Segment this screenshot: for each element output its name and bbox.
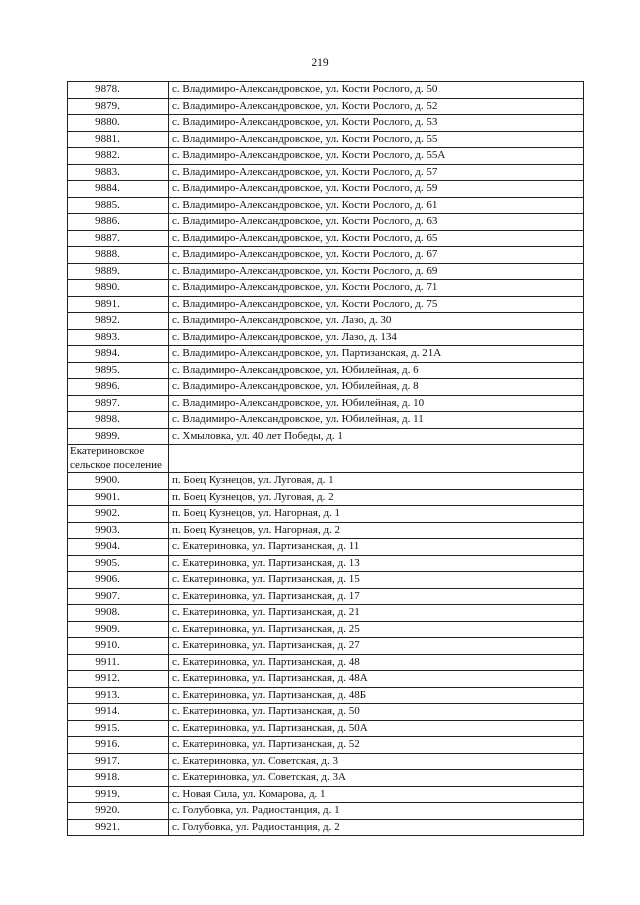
row-address: с. Владимиро-Александровское, ул. Юбилейная, д. 11 — [169, 412, 584, 429]
row-address: п. Боец Кузнецов, ул. Луговая, д. 1 — [169, 473, 584, 490]
table-row — [68, 379, 584, 396]
table-section-b — [68, 473, 584, 836]
table-row — [68, 428, 584, 445]
row-number: 9890. — [68, 280, 169, 297]
row-number: 9916. — [68, 737, 169, 754]
row-address: с. Голубовка, ул. Радиостанция, д. 1 — [169, 803, 584, 820]
row-address: с. Екатериновка, ул. Партизанская, д. 50А — [169, 720, 584, 737]
row-address: с. Екатериновка, ул. Партизанская, д. 48А — [169, 671, 584, 688]
row-number: 9891. — [68, 296, 169, 313]
row-address: с. Екатериновка, ул. Советская, д. 3А — [169, 770, 584, 787]
table-row — [68, 148, 584, 165]
row-number: 9901. — [68, 489, 169, 506]
table-row — [68, 362, 584, 379]
row-number: 9917. — [68, 753, 169, 770]
row-number: 9884. — [68, 181, 169, 198]
row-address: с. Екатериновка, ул. Партизанская, д. 11 — [169, 539, 584, 556]
table-row — [68, 654, 584, 671]
table-row — [68, 197, 584, 214]
row-address: с. Екатериновка, ул. Партизанская, д. 25 — [169, 621, 584, 638]
row-number: 9910. — [68, 638, 169, 655]
row-number: 9894. — [68, 346, 169, 363]
table-row — [68, 247, 584, 264]
row-address: с. Екатериновка, ул. Партизанская, д. 13 — [169, 555, 584, 572]
row-number: 9920. — [68, 803, 169, 820]
row-address: с. Владимиро-Александровское, ул. Кости Рослого, д. 57 — [169, 164, 584, 181]
table-row — [68, 296, 584, 313]
row-address: с. Владимиро-Александровское, ул. Юбилейная, д. 8 — [169, 379, 584, 396]
table-row — [68, 395, 584, 412]
row-number: 9912. — [68, 671, 169, 688]
row-number: 9911. — [68, 654, 169, 671]
row-number: 9914. — [68, 704, 169, 721]
table-row — [68, 786, 584, 803]
row-address: с. Владимиро-Александровское, ул. Кости Рослого, д. 63 — [169, 214, 584, 231]
table-row — [68, 737, 584, 754]
row-address: с. Екатериновка, ул. Партизанская, д. 27 — [169, 638, 584, 655]
table-row — [68, 671, 584, 688]
row-number: 9900. — [68, 473, 169, 490]
row-number: 9878. — [68, 82, 169, 99]
row-address: с. Владимиро-Александровское, ул. Кости Рослого, д. 55 — [169, 131, 584, 148]
table-row — [68, 753, 584, 770]
row-address: п. Боец Кузнецов, ул. Луговая, д. 2 — [169, 489, 584, 506]
table-row — [68, 115, 584, 132]
row-number: 9902. — [68, 506, 169, 523]
row-number: 9899. — [68, 428, 169, 445]
row-address: с. Владимиро-Александровское, ул. Кости Рослого, д. 71 — [169, 280, 584, 297]
row-address: п. Боец Кузнецов, ул. Нагорная, д. 2 — [169, 522, 584, 539]
row-number: 9883. — [68, 164, 169, 181]
page-number: 219 — [311, 57, 329, 69]
row-number: 9886. — [68, 214, 169, 231]
row-number: 9893. — [68, 329, 169, 346]
row-number: 9880. — [68, 115, 169, 132]
row-address: с. Владимиро-Александровское, ул. Кости Рослого, д. 69 — [169, 263, 584, 280]
row-address: с. Владимиро-Александровское, ул. Лазо, д. 134 — [169, 329, 584, 346]
row-number: 9881. — [68, 131, 169, 148]
row-number: 9895. — [68, 362, 169, 379]
table-row — [68, 131, 584, 148]
row-number: 9887. — [68, 230, 169, 247]
row-number: 9906. — [68, 572, 169, 589]
table-row — [68, 638, 584, 655]
table-row — [68, 489, 584, 506]
row-number: 9919. — [68, 786, 169, 803]
row-number: 9879. — [68, 98, 169, 115]
table-row — [68, 280, 584, 297]
row-address: с. Владимиро-Александровское, ул. Кости Рослого, д. 52 — [169, 98, 584, 115]
row-address: с. Голубовка, ул. Радиостанция, д. 2 — [169, 819, 584, 836]
table-row — [68, 346, 584, 363]
row-number: 9885. — [68, 197, 169, 214]
row-number: 9915. — [68, 720, 169, 737]
section-address-cell — [169, 445, 584, 473]
row-number: 9896. — [68, 379, 169, 396]
row-number: 9905. — [68, 555, 169, 572]
row-address: с. Екатериновка, ул. Партизанская, д. 48Б — [169, 687, 584, 704]
table-row — [68, 230, 584, 247]
row-number: 9882. — [68, 148, 169, 165]
table-row — [68, 214, 584, 231]
row-number: 9889. — [68, 263, 169, 280]
row-address: с. Владимиро-Александровское, ул. Кости Рослого, д. 75 — [169, 296, 584, 313]
table-row — [68, 82, 584, 99]
row-address: с. Екатериновка, ул. Партизанская, д. 48 — [169, 654, 584, 671]
row-address: с. Хмыловка, ул. 40 лет Победы, д. 1 — [169, 428, 584, 445]
table-row — [68, 313, 584, 330]
table-row — [68, 506, 584, 523]
row-address: с. Владимиро-Александровское, ул. Кости Рослого, д. 53 — [169, 115, 584, 132]
row-address: с. Владимиро-Александровское, ул. Лазо, д. 30 — [169, 313, 584, 330]
section-name: Екатериновское сельское поселение — [68, 445, 169, 473]
row-number: 9904. — [68, 539, 169, 556]
section-row — [68, 445, 584, 473]
row-address: с. Владимиро-Александровское, ул. Кости Рослого, д. 65 — [169, 230, 584, 247]
row-address: с. Екатериновка, ул. Партизанская, д. 50 — [169, 704, 584, 721]
table-row — [68, 329, 584, 346]
row-number: 9898. — [68, 412, 169, 429]
table-row — [68, 621, 584, 638]
address-table — [67, 81, 584, 836]
table-row — [68, 539, 584, 556]
table-row — [68, 803, 584, 820]
row-address: с. Владимиро-Александровское, ул. Кости Рослого, д. 50 — [169, 82, 584, 99]
table-row — [68, 98, 584, 115]
table-row — [68, 770, 584, 787]
row-address: с. Новая Сила, ул. Комарова, д. 1 — [169, 786, 584, 803]
row-number: 9909. — [68, 621, 169, 638]
table-row — [68, 605, 584, 622]
row-number: 9903. — [68, 522, 169, 539]
table-row — [68, 263, 584, 280]
table-row — [68, 555, 584, 572]
row-number: 9908. — [68, 605, 169, 622]
row-address: с. Екатериновка, ул. Партизанская, д. 21 — [169, 605, 584, 622]
table-row — [68, 704, 584, 721]
row-address: с. Екатериновка, ул. Партизанская, д. 17 — [169, 588, 584, 605]
row-number: 9921. — [68, 819, 169, 836]
table-row — [68, 720, 584, 737]
row-number: 9892. — [68, 313, 169, 330]
row-address: с. Владимиро-Александровское, ул. Юбилейная, д. 10 — [169, 395, 584, 412]
row-number: 9918. — [68, 770, 169, 787]
row-address: с. Владимиро-Александровское, ул. Партизанская, д. 21А — [169, 346, 584, 363]
row-number: 9907. — [68, 588, 169, 605]
row-address: с. Владимиро-Александровское, ул. Кости Рослого, д. 55А — [169, 148, 584, 165]
table-row — [68, 473, 584, 490]
row-address: с. Владимиро-Александровское, ул. Кости Рослого, д. 59 — [169, 181, 584, 198]
row-address: с. Екатериновка, ул. Партизанская, д. 15 — [169, 572, 584, 589]
table-row — [68, 687, 584, 704]
row-number: 9913. — [68, 687, 169, 704]
row-address: с. Екатериновка, ул. Советская, д. 3 — [169, 753, 584, 770]
table-row — [68, 522, 584, 539]
row-address: с. Екатериновка, ул. Партизанская, д. 52 — [169, 737, 584, 754]
table-row — [68, 164, 584, 181]
table-row — [68, 819, 584, 836]
table-row — [68, 181, 584, 198]
row-number: 9888. — [68, 247, 169, 264]
table-row — [68, 588, 584, 605]
table-section-a — [68, 82, 584, 445]
table-row — [68, 412, 584, 429]
row-address: п. Боец Кузнецов, ул. Нагорная, д. 1 — [169, 506, 584, 523]
row-address: с. Владимиро-Александровское, ул. Юбилейная, д. 6 — [169, 362, 584, 379]
row-number: 9897. — [68, 395, 169, 412]
table-row — [68, 572, 584, 589]
row-address: с. Владимиро-Александровское, ул. Кости Рослого, д. 61 — [169, 197, 584, 214]
row-address: с. Владимиро-Александровское, ул. Кости Рослого, д. 67 — [169, 247, 584, 264]
table-section-header — [68, 445, 584, 473]
